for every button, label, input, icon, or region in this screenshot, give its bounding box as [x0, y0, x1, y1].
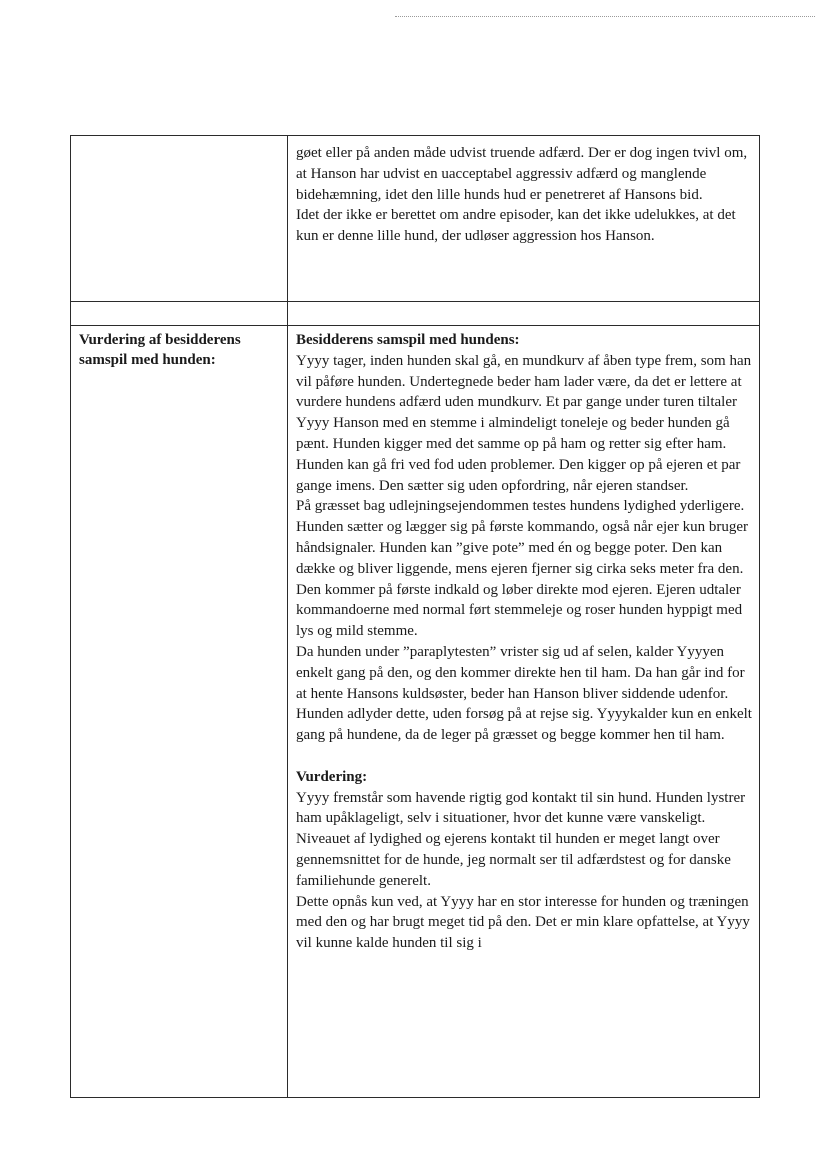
paragraph-gap	[296, 746, 753, 767]
section-paragraph: På græsset bag udlejningsejendommen testes hundens lydighed yderligere. Hunden sætter og lægger sig på første kommando, også når ejer kun bruger håndsignaler. Hunden kan ”give pote” med én og begge poter. Den kan dække og bliver liggende, mens ejeren fjerner sig cirka seks meter fra den. Den kommer på første indkald og løber direkte mod ejeren. Ejeren udtaler kommandoerne med normal ført stemmeleje og roser hunden hyppigt med lys og mild stemme.	[296, 498, 748, 640]
section-heading: Besidderens samspil med hundens:	[296, 332, 520, 348]
assessment-table	[70, 135, 760, 1098]
table-row	[71, 326, 760, 1098]
section-paragraph: Yyyy tager, inden hunden skal gå, en mundkurv af åben type frem, som han vil påføre hunden. Undertegnede beder ham lader være, da det er lettere at vurdere hundens adfærd uden mundkurv. Et par gange under turen tiltaler Yyyy Hanson med en stemme i almindeligt toneleje og beder hunden gå pænt. Hunden kigger med det samme op på ham og retter sig efter ham. Hunden kan gå fri ved fod uden problemer. Den kigger op på ejeren et par gange imens. Den sætter sig uden opfordring, når ejeren standser.	[296, 352, 752, 494]
table-row	[71, 302, 760, 326]
assessment-heading: Vurdering:	[296, 768, 368, 785]
document-page	[70, 135, 758, 1100]
assessment-paragraph: Yyyy fremstår som havende rigtig god kontakt til sin hund. Hunden lystrer ham upåklageligt, selv i situationer, hvor det kunne være vanskeligt. Niveauet af lydighed og ejerens kontakt til hunden er meget langt over gennemsnittet for de hunde, jeg normalt ser til adfærdstest og for danske familiehunde generelt.	[296, 789, 746, 889]
empty-spacer-cell	[71, 302, 288, 326]
section-label: Vurdering af besidderens samspil med hunden:	[79, 332, 241, 368]
section-content-cell	[288, 326, 760, 1098]
continued-paragraph: gøet eller på anden måde udvist truende adfærd. Der er dog ingen tvivl om, at Hanson har udvist en uacceptabel aggressiv adfærd og manglende bidehæmning, idet den lille hunds hud er penetreret af Hansons bid.	[296, 145, 748, 203]
continued-paragraph: Idet der ikke er berettet om andre episoder, kan det ikke udelukkes, at det kun er denne lille hund, der udløser aggression hos Hanson.	[296, 207, 736, 245]
section-paragraph: Da hunden under ”paraplytesten” vrister sig ud af selen, kalder Yyyyen enkelt gang på den, og den kommer direkte hen til ham. Da han går ind for at hente Hansons kuldsøster, beder han Hanson bliver siddende udenfor. Hunden adlyder dette, uden forsøg på at rejse sig. Yyyykalder kun en enkelt gang på hundene, da de leger på græsset og begge kommer hen til ham.	[296, 643, 752, 744]
scan-artifact-line	[395, 16, 815, 17]
empty-label-cell	[71, 136, 288, 302]
assessment-paragraph: Dette opnås kun ved, at Yyyy har en stor interesse for hunden og træningen med den og har brugt meget tid på den. Det er min klare opfattelse, at Yyyy vil kunne kalde hunden til sig i	[296, 893, 750, 952]
table-row	[71, 136, 760, 302]
continued-text-cell	[288, 136, 760, 302]
section-label-cell	[71, 326, 288, 1098]
empty-spacer-cell	[288, 302, 760, 326]
